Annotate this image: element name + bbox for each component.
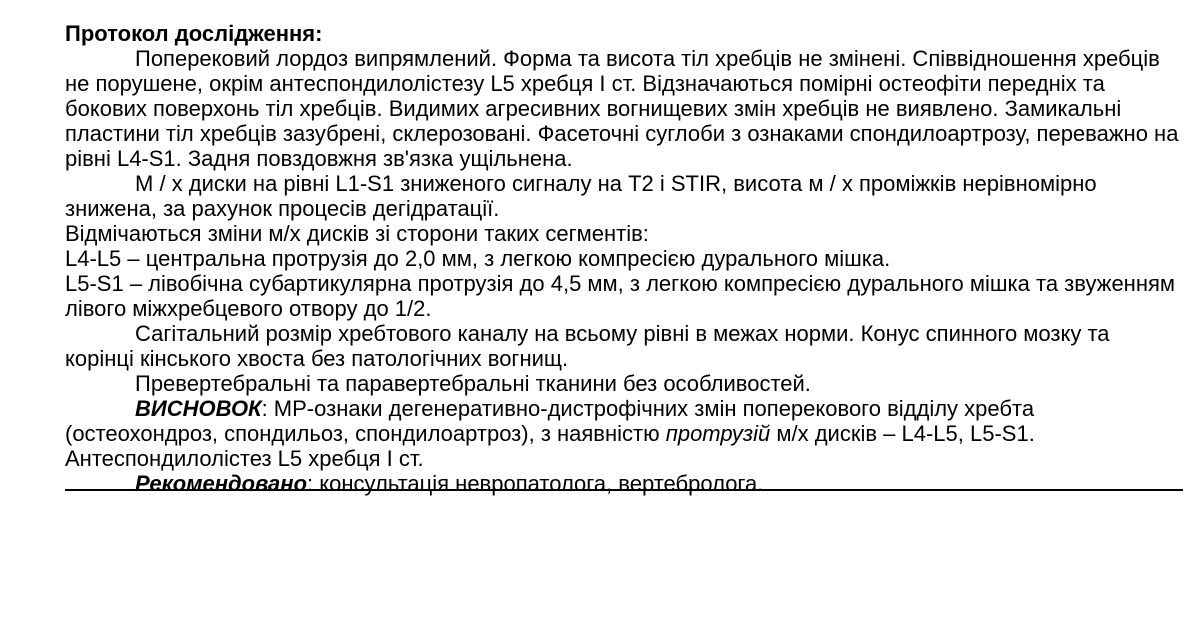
- paragraph-paravertebral: Превертебральні та паравертебральні тканини без особливостей.: [135, 371, 811, 396]
- segment-l4-l5: L4-L5 – центральна протрузія до 2,0 мм, з легкою компресією дурального мішка.: [65, 246, 891, 271]
- paragraph-spinal-canal: Сагітальний розмір хребтового каналу на всьому рівні в межах норми. Конус спинного мозку та корінці кінського хвоста без патологічних вогнищ.: [65, 321, 1110, 371]
- recommendation-label: Рекомендовано: [135, 471, 308, 496]
- report-heading: Протокол дослідження:: [65, 21, 323, 46]
- conclusion-italic-word: протрузій: [665, 421, 771, 446]
- conclusion-text-before-italic: : МР-ознаки дегенеративно-дистрофічних змін поперекового відділу хребта (остеохондроз, спондильоз, спондилоартроз), з наявністю: [65, 396, 1035, 446]
- mri-report-document: [65, 0, 1183, 496]
- conclusion-text-after-italic: м/х дисків – L4-L5, L5-S1. Антеспондилолістез L5 хребця I ст.: [65, 421, 1035, 471]
- segment-l5-s1: L5-S1 – лівобічна субартикулярна протрузія до 4,5 мм, з легкою компресією дурального мішка та звуженням лівого міжхребцевого отвору до 1/2.: [65, 271, 1176, 321]
- paragraph-recommendation: [65, 471, 1183, 496]
- paragraph-general-description: Поперековий лордоз випрямлений. Форма та висота тіл хребців не змінені. Співвідношення хребців не порушене, окрім антеспондилолістезу L5 хребця I ст. Відзначаються помірні остеофіти передніх та бокових поверхонь тіл хребців. Видимих агресивних вогнищевих змін хребців не виявлено. Замикальні пластини тіл хребців зазубрені, склерозовані. Фасеточні суглоби з ознаками спондилоартрозу, переважно на рівні L4-S1. Задня повздовжня зв'язка ущільнена.: [65, 46, 1179, 171]
- recommendation-text: : консультація невропатолога, вертебролога.: [307, 471, 764, 496]
- paragraph-conclusion: [65, 396, 1183, 471]
- paragraph-segments-intro: Відмічаються зміни м/х дисків зі сторони таких сегментів:: [65, 221, 649, 246]
- paragraph-discs-signal: М / х диски на рівні L1-S1 зниженого сигналу на Т2 і STIR, висота м / х проміжків нерівномірно знижена, за рахунок процесів дегідратації.: [65, 171, 1097, 221]
- conclusion-label: ВИСНОВОК: [135, 396, 262, 421]
